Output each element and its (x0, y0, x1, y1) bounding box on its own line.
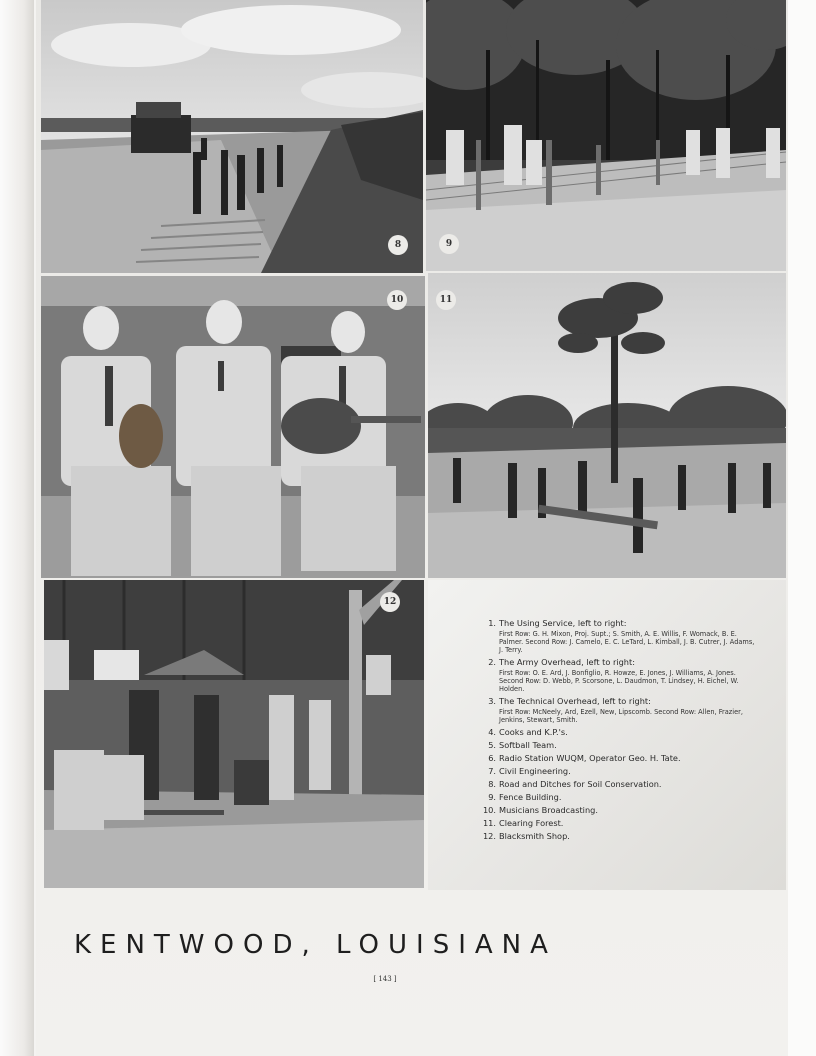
caption-text: Softball Team. (499, 740, 557, 750)
page-left-margin (0, 0, 34, 1056)
caption-number: 11. (482, 818, 496, 828)
caption-text: Radio Station WUQM, Operator Geo. H. Tate. (499, 753, 681, 763)
caption-item (482, 656, 757, 695)
caption-text: The Using Service, left to right: (499, 618, 627, 628)
caption-number: 7. (488, 766, 496, 776)
photo-forest-clearing-crew (428, 273, 786, 578)
caption-detail: First Row: O. E. Ard, J. Bonfiglio, R. Howze, E. Jones, J. Williams, A. Jones. Second Row: D. Webb, P. Scorsone, L. Daudmon, T. Lindsey, H. Eichel, W. Holden. (499, 669, 739, 693)
photo-number-badge: 12 (380, 592, 400, 612)
caption-number: 3. (488, 696, 496, 706)
caption-number: 6. (488, 753, 496, 763)
page-right-margin (788, 0, 816, 1056)
caption-text: The Army Overhead, left to right: (499, 657, 635, 667)
caption-text: Road and Ditches for Soil Conservation. (499, 779, 662, 789)
photo-number-badge: 11 (436, 290, 456, 310)
page-title: KENTWOOD, LOUISIANA (74, 930, 557, 960)
caption-detail: First Row: McNeely, Ard, Ezell, New, Lipscomb. Second Row: Allen, Frazier, Jenkins, Stewart, Smith. (499, 708, 743, 724)
fence-building-image (426, 0, 786, 271)
photo-road-ditch-crew (41, 0, 423, 273)
photo-number-badge: 8 (388, 235, 408, 255)
caption-item (482, 765, 757, 778)
caption-number: 5. (488, 740, 496, 750)
caption-item (482, 752, 757, 765)
forest-clearing-image (428, 273, 786, 578)
caption-number: 9. (488, 792, 496, 802)
caption-text: Fence Building. (499, 792, 562, 802)
caption-item (482, 778, 757, 791)
photo-number-badge: 10 (387, 290, 407, 310)
caption-item (482, 804, 757, 817)
caption-item (482, 830, 757, 843)
caption-text: Musicians Broadcasting. (499, 805, 598, 815)
photo-fence-building-crew (426, 0, 786, 271)
photo-number-badge: 9 (439, 234, 459, 254)
caption-item (482, 695, 757, 726)
caption-text: Clearing Forest. (499, 818, 564, 828)
caption-item (482, 791, 757, 804)
photo-three-musicians (41, 276, 425, 578)
caption-number: 10. (482, 805, 496, 815)
caption-text: Civil Engineering. (499, 766, 571, 776)
road-ditch-image (41, 0, 423, 273)
page-number: [ 143 ] (373, 975, 397, 983)
caption-number: 4. (488, 727, 496, 737)
blacksmith-shop-image (44, 580, 424, 888)
caption-text: Blacksmith Shop. (499, 831, 570, 841)
photo-blacksmith-shop (44, 580, 424, 888)
caption-text: Cooks and K.P.'s. (499, 727, 568, 737)
caption-item (482, 817, 757, 830)
caption-number: 12. (482, 831, 496, 841)
caption-number: 8. (488, 779, 496, 789)
caption-number: 2. (488, 657, 496, 667)
caption-number: 1. (488, 618, 496, 628)
caption-text: The Technical Overhead, left to right: (499, 696, 651, 706)
photo-captions-list (482, 617, 757, 843)
caption-item (482, 617, 757, 656)
musicians-image (41, 276, 425, 578)
caption-detail: First Row: G. H. Mixon, Proj. Supt.; S. Smith, A. E. Willis, F. Womack, B. E. Palmer. Second Row: J. Camelo, E. C. LeTard, L. Kimball, J. B. Cutrer, J. Adams, J. Terry. (499, 630, 755, 654)
caption-item (482, 726, 757, 739)
caption-item (482, 739, 757, 752)
